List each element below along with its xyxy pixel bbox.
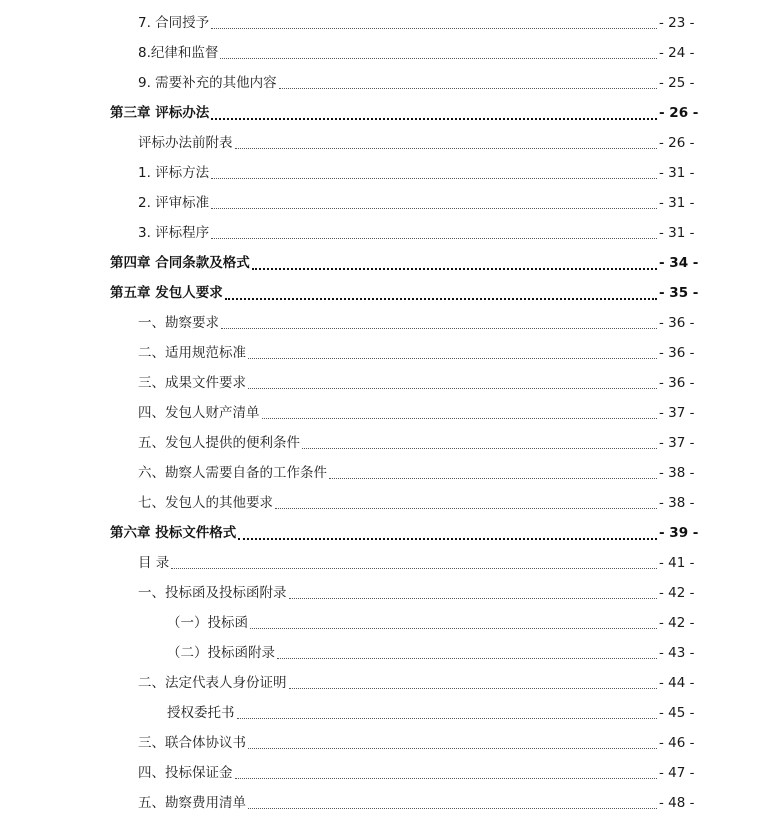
- toc-entry[interactable]: [0, 488, 779, 518]
- dot-leader: [171, 567, 657, 569]
- dot-leader: [237, 717, 658, 719]
- dot-leader: [329, 477, 657, 479]
- toc-entry[interactable]: [0, 578, 779, 608]
- dot-leader: [279, 87, 657, 89]
- toc-page-number: - 31 -: [659, 225, 695, 241]
- toc-entry-label: 8.纪律和监督: [138, 45, 219, 61]
- dot-leader: [235, 777, 658, 779]
- dot-leader: [220, 57, 657, 59]
- toc-entry-label: 第三章 评标办法: [110, 105, 210, 121]
- dot-leader: [277, 657, 657, 659]
- toc-entry[interactable]: [0, 218, 779, 248]
- toc-page-number: - 41 -: [659, 555, 695, 571]
- toc-entry[interactable]: [0, 338, 779, 368]
- toc-entry-label: 四、投标保证金: [138, 765, 233, 781]
- toc-entry[interactable]: [0, 548, 779, 578]
- toc-entry[interactable]: [0, 638, 779, 668]
- toc-chapter-entry[interactable]: [0, 98, 779, 128]
- dot-leader: [262, 417, 658, 419]
- toc-entry-label: 评标办法前附表: [138, 135, 233, 151]
- toc-entry-label: 2. 评审标准: [138, 195, 210, 211]
- toc-page-number: - 37 -: [659, 405, 695, 421]
- dot-leader: [248, 387, 657, 389]
- toc-entry[interactable]: [0, 68, 779, 98]
- toc-entry-label: 三、联合体协议书: [138, 735, 246, 751]
- toc-page-number: - 38 -: [659, 495, 695, 511]
- dot-leader: [211, 117, 657, 120]
- toc-page-number: - 47 -: [659, 765, 695, 781]
- dot-leader: [250, 627, 657, 629]
- dot-leader: [225, 297, 657, 300]
- toc-page-number: - 43 -: [659, 645, 695, 661]
- toc-entry-label: 第五章 发包人要求: [110, 285, 223, 301]
- toc-page-number: - 36 -: [659, 315, 695, 331]
- toc-entry-label: 三、成果文件要求: [138, 375, 246, 391]
- dot-leader: [248, 747, 657, 749]
- toc-entry-label: 3. 评标程序: [138, 225, 210, 241]
- toc-entry[interactable]: [0, 368, 779, 398]
- dot-leader: [275, 507, 657, 509]
- toc-entry-label: 六、勘察人需要自备的工作条件: [138, 465, 327, 481]
- toc-entry[interactable]: [0, 728, 779, 758]
- toc-entry[interactable]: [0, 758, 779, 788]
- toc-page-number: - 25 -: [659, 75, 695, 91]
- toc-page-number: - 42 -: [659, 585, 695, 601]
- toc-chapter-entry[interactable]: [0, 518, 779, 548]
- toc-entry-label: 五、发包人提供的便利条件: [138, 435, 300, 451]
- toc-entry[interactable]: [0, 698, 779, 728]
- toc-page-number: - 44 -: [659, 675, 695, 691]
- toc-page-number: - 48 -: [659, 795, 695, 811]
- table-of-contents: [0, 8, 779, 818]
- toc-entry-label: 四、发包人财产清单: [138, 405, 260, 421]
- dot-leader: [252, 267, 657, 270]
- toc-entry-label: 二、法定代表人身份证明: [138, 675, 287, 691]
- dot-leader: [211, 237, 657, 239]
- toc-page-number: - 42 -: [659, 615, 695, 631]
- toc-entry-label: 五、勘察费用清单: [138, 795, 246, 811]
- toc-entry[interactable]: [0, 158, 779, 188]
- toc-entry-label: 目 录: [138, 555, 170, 571]
- dot-leader: [238, 537, 657, 540]
- toc-entry[interactable]: [0, 8, 779, 38]
- dot-leader: [248, 357, 657, 359]
- toc-entry[interactable]: [0, 788, 779, 818]
- toc-entry[interactable]: [0, 428, 779, 458]
- toc-entry-label: 7. 合同授予: [138, 15, 210, 31]
- toc-entry-label: 授权委托书: [167, 705, 235, 721]
- toc-page-number: - 36 -: [659, 345, 695, 361]
- dot-leader: [211, 177, 657, 179]
- toc-chapter-entry[interactable]: [0, 248, 779, 278]
- toc-entry-label: 第四章 合同条款及格式: [110, 255, 250, 271]
- dot-leader: [248, 807, 657, 809]
- toc-entry[interactable]: [0, 458, 779, 488]
- toc-page-number: - 36 -: [659, 375, 695, 391]
- dot-leader: [302, 447, 657, 449]
- toc-page-number: - 31 -: [659, 195, 695, 211]
- dot-leader: [289, 597, 658, 599]
- toc-entry-label: 9. 需要补充的其他内容: [138, 75, 277, 91]
- toc-page-number: - 38 -: [659, 465, 695, 481]
- toc-entry[interactable]: [0, 668, 779, 698]
- toc-page-number: - 26 -: [659, 105, 699, 121]
- toc-page-number: - 23 -: [659, 15, 695, 31]
- toc-page-number: - 37 -: [659, 435, 695, 451]
- dot-leader: [289, 687, 658, 689]
- toc-entry-label: 第六章 投标文件格式: [110, 525, 237, 541]
- toc-entry[interactable]: [0, 398, 779, 428]
- toc-entry-label: （一）投标函: [167, 615, 248, 631]
- toc-entry[interactable]: [0, 38, 779, 68]
- dot-leader: [221, 327, 657, 329]
- toc-entry-label: 1. 评标方法: [138, 165, 210, 181]
- toc-page-number: - 45 -: [659, 705, 695, 721]
- toc-page-number: - 34 -: [659, 255, 699, 271]
- dot-leader: [211, 207, 657, 209]
- toc-page-number: - 39 -: [659, 525, 699, 541]
- toc-page-number: - 31 -: [659, 165, 695, 181]
- toc-entry-label: 二、适用规范标准: [138, 345, 246, 361]
- toc-page-number: - 26 -: [659, 135, 695, 151]
- toc-entry-label: 七、发包人的其他要求: [138, 495, 273, 511]
- toc-entry-label: 一、勘察要求: [138, 315, 219, 331]
- dot-leader: [211, 27, 657, 29]
- toc-entry-label: 一、投标函及投标函附录: [138, 585, 287, 601]
- toc-entry[interactable]: [0, 308, 779, 338]
- toc-entry-label: （二）投标函附录: [167, 645, 275, 661]
- toc-entry[interactable]: [0, 128, 779, 158]
- toc-page-number: - 24 -: [659, 45, 695, 61]
- toc-page-number: - 46 -: [659, 735, 695, 751]
- toc-entry[interactable]: [0, 608, 779, 638]
- toc-entry[interactable]: [0, 188, 779, 218]
- toc-page-number: - 35 -: [659, 285, 699, 301]
- toc-chapter-entry[interactable]: [0, 278, 779, 308]
- dot-leader: [235, 147, 658, 149]
